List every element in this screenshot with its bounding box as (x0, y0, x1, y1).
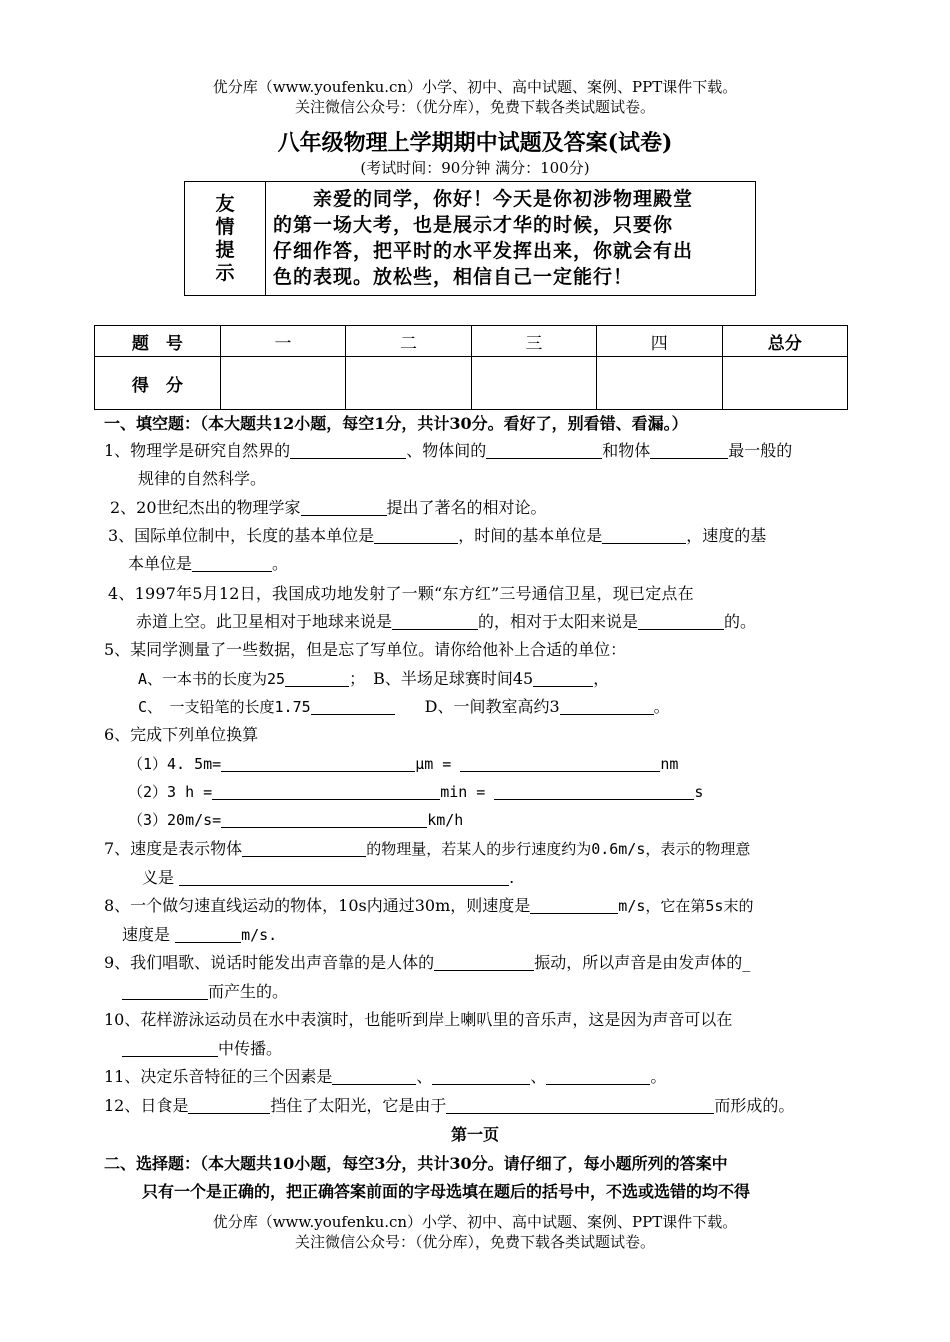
answer-blank[interactable] (290, 442, 406, 459)
answer-blank[interactable] (212, 783, 440, 800)
q-text: 11、决定乐音特征的三个因素是 (104, 1067, 333, 1086)
score-cell-header: 二 (346, 326, 471, 357)
q-text: 12、日食是 (104, 1096, 189, 1115)
answer-blank[interactable] (179, 869, 509, 886)
q-text: 和物体 (602, 441, 651, 460)
score-input-cell[interactable] (346, 357, 471, 410)
note-line: 亲爱的同学，你好！今天是你初涉物理殿堂 (273, 188, 694, 210)
q-text: 最一般的 (728, 441, 793, 460)
answer-blank[interactable] (175, 926, 241, 943)
q-text: s (694, 783, 704, 801)
friendly-note-box (184, 181, 756, 296)
q-text: ； B、半场足球赛时间45 (349, 669, 534, 688)
note-text (273, 186, 751, 290)
q-text: 挡住了太阳光，它是由于 (270, 1096, 447, 1115)
answer-blank[interactable] (242, 840, 366, 857)
q-text: μm = (415, 755, 461, 773)
q-text: 。 (272, 554, 289, 573)
score-cell-label: 题 号 (95, 326, 221, 357)
question-2 (110, 494, 547, 522)
q-text: （3）20m/s= (128, 811, 222, 829)
score-table-score-row (95, 357, 848, 410)
score-table-header-row (95, 326, 848, 357)
question-7-cont (142, 864, 514, 892)
q-text: m/s，它在第5s末的 (618, 897, 754, 915)
page-title: 八年级物理上学期期中试题及答案(试卷) (277, 130, 673, 156)
footer-line-2: 关注微信公众号：（优分库），免费下载各类试题试卷。 (294, 1233, 655, 1251)
section1-heading: 一、填空题：（本大题共12小题，每空1分，共计30分。看好了，别看错、看漏。） (104, 414, 688, 433)
answer-blank[interactable] (221, 755, 415, 772)
q-text: 速度是 (122, 925, 176, 944)
q-text: 而形成的。 (714, 1096, 795, 1115)
answer-blank[interactable] (188, 1097, 270, 1114)
score-row-label: 得 分 (95, 357, 221, 410)
question-10: 10、花样游泳运动员在水中表演时，也能听到岸上喇叭里的音乐声，这是因为声音可以在 (104, 1010, 733, 1029)
question-11 (104, 1063, 666, 1091)
q-text: 3、国际单位制中，长度的基本单位是 (108, 526, 375, 545)
q-text: （1）4. 5m= (128, 755, 222, 773)
answer-blank[interactable] (122, 983, 208, 1000)
q-text: 1、物理学是研究自然界的 (104, 441, 291, 460)
answer-blank[interactable] (392, 613, 478, 630)
q-text: nm (660, 755, 679, 773)
header-line-2: 关注微信公众号：（优分库），免费下载各类试题试卷。 (294, 98, 655, 116)
answer-blank[interactable] (602, 527, 686, 544)
score-cell-header: 总分 (722, 326, 847, 357)
answer-blank[interactable] (494, 783, 694, 800)
q-text: 的物理量，若某人的步行速度约为0.6m/s，表示的物理意 (366, 840, 751, 858)
question-1 (104, 437, 792, 465)
q-text: 9、我们唱歌、说话时能发出声音靠的是人体的 (104, 953, 435, 972)
q-text: C、 一支铅笔的长度1.75 (138, 698, 311, 716)
section2-heading: 二、选择题：（本大题共10小题，每空3分，共计30分。请仔细了，每小题所列的答案中 (104, 1154, 728, 1173)
q-text: 的。 (724, 612, 757, 631)
question-9-cont (122, 978, 288, 1006)
question-8 (104, 892, 753, 920)
answer-blank[interactable] (285, 670, 349, 687)
score-input-cell[interactable] (220, 357, 345, 410)
note-label-char: 友 (215, 192, 235, 215)
q-text: 赤道上空。此卫星相对于地球来说是 (136, 612, 393, 631)
answer-blank[interactable] (638, 613, 724, 630)
answer-blank[interactable] (301, 499, 387, 516)
score-cell-header: 四 (597, 326, 722, 357)
q-text: （2）3 h = (128, 783, 213, 801)
question-10-cont (122, 1035, 282, 1063)
q-text: 、 (530, 1067, 547, 1086)
q-text: 本单位是 (128, 554, 193, 573)
section2-heading-cont: 只有一个是正确的，把正确答案前面的字母选填在题后的括号中，不选或选错的均不得 (142, 1182, 751, 1201)
question-6-a (128, 750, 678, 778)
question-4-cont (136, 608, 756, 636)
header-line-1: 优分库（www.youfenku.cn）小学、初中、高中试题、案例、PPT课件下载。 (212, 78, 738, 96)
question-3 (108, 522, 766, 550)
footer-line-1: 优分库（www.youfenku.cn）小学、初中、高中试题、案例、PPT课件下载。 (212, 1213, 738, 1231)
question-4: 4、1997年5月12日，我国成功地发射了一颗“东方红”三号通信卫星，现已定点在 (108, 584, 694, 603)
answer-blank[interactable] (560, 698, 654, 715)
answer-blank[interactable] (446, 1097, 714, 1114)
q-text: km/h (427, 811, 464, 829)
score-cell-header: 一 (220, 326, 345, 357)
score-input-cell[interactable] (722, 357, 847, 410)
score-input-cell[interactable] (597, 357, 722, 410)
q-text: D、一间教室高约3 (424, 697, 560, 716)
answer-blank[interactable] (332, 1068, 416, 1085)
q-text: . (509, 868, 515, 887)
q-text: min = (440, 783, 495, 801)
answer-blank[interactable] (192, 555, 272, 572)
q-text: 。 (653, 697, 670, 716)
answer-blank[interactable] (311, 698, 395, 715)
q-text: 7、速度是表示物体 (104, 839, 243, 858)
score-table (94, 325, 848, 410)
question-12 (104, 1092, 794, 1120)
answer-blank[interactable] (460, 755, 660, 772)
answer-blank[interactable] (650, 442, 728, 459)
q-text: ，时间的基本单位是 (458, 526, 603, 545)
answer-blank[interactable] (530, 897, 618, 914)
question-8-cont (122, 921, 277, 949)
q-text: 中传播。 (218, 1039, 283, 1058)
score-input-cell[interactable] (471, 357, 596, 410)
question-9 (104, 949, 750, 977)
question-1-cont: 规律的自然科学。 (138, 469, 267, 488)
q-text: 而产生的。 (208, 982, 289, 1001)
question-7 (104, 835, 750, 863)
q-text: A、一本书的长度为25 (138, 670, 286, 688)
exam-subtitle: (考试时间：90分钟 满分：100分) (360, 159, 590, 177)
q-text: ，速度的基 (686, 526, 767, 545)
note-label (185, 182, 266, 295)
answer-blank[interactable] (533, 670, 593, 687)
note-line: 的第一场大考，也是展示才华的时候，只要你 (273, 214, 674, 236)
q-text: ， (593, 669, 610, 688)
answer-blank[interactable] (432, 1068, 530, 1085)
answer-blank[interactable] (221, 811, 427, 828)
question-6-c (128, 806, 463, 834)
q-text: m/s. (241, 926, 278, 944)
q-text: 、 (416, 1067, 433, 1086)
answer-blank[interactable] (546, 1068, 650, 1085)
note-line: 色的表现。放松些，相信自己一定能行！ (273, 266, 634, 288)
note-label-char: 提 (215, 238, 235, 261)
note-label-char: 情 (215, 215, 235, 238)
q-text: 义是 (142, 868, 180, 887)
question-5: 5、某同学测量了一些数据，但是忘了写单位。请你给他补上合适的单位： (104, 640, 627, 659)
question-3-cont (128, 550, 288, 578)
q-text: 2、20世纪杰出的物理学家 (110, 498, 301, 517)
answer-blank[interactable] (374, 527, 458, 544)
q-text: 提出了著名的相对论。 (386, 498, 547, 517)
answer-blank[interactable] (434, 954, 534, 971)
q-text: 振动，所以声音是由发声体的_ (534, 953, 751, 972)
q-text: 。 (650, 1067, 667, 1086)
question-5-row1 (138, 665, 609, 693)
score-cell-header: 三 (471, 326, 596, 357)
question-6: 6、完成下列单位换算 (104, 725, 259, 744)
question-5-row2 (138, 693, 670, 721)
q-text: 8、一个做匀速直线运动的物体，10s内通过30m，则速度是 (104, 896, 531, 915)
q-text: 、物体间的 (406, 441, 487, 460)
answer-blank[interactable] (122, 1040, 218, 1057)
answer-blank[interactable] (486, 442, 602, 459)
q-text: 的，相对于太阳来说是 (478, 612, 639, 631)
note-label-char: 示 (215, 261, 235, 284)
page-number-label: 第一页 (450, 1125, 499, 1144)
note-line: 仔细作答，把平时的水平发挥出来，你就会有出 (273, 240, 694, 262)
question-6-b (128, 778, 703, 806)
